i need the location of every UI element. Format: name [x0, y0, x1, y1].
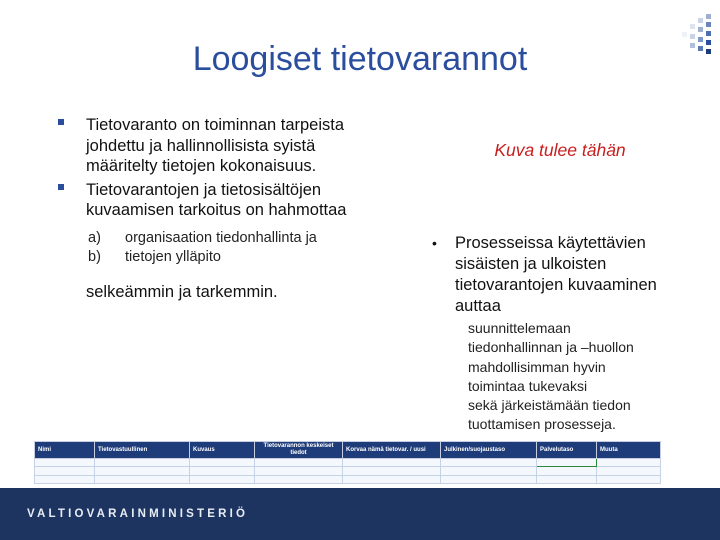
table-cell[interactable]: [343, 459, 441, 467]
table-cell[interactable]: [35, 475, 95, 483]
image-placeholder: Kuva tulee tähän: [494, 140, 626, 160]
table-cell[interactable]: [597, 475, 661, 483]
table-cell[interactable]: [537, 475, 597, 483]
sub-line: tuottamisen prosesseja.: [468, 416, 616, 433]
selected-cell[interactable]: [537, 459, 597, 467]
bullet-text: Prosesseissa käytettävien sisäisten ja ulkoisten tietovarantojen kuvaaminen auttaa: [455, 234, 657, 315]
table-cell[interactable]: [190, 475, 255, 483]
table-cell[interactable]: [343, 475, 441, 483]
sub-item-text: organisaation tiedonhallinta ja: [125, 229, 317, 246]
sub-item: [88, 248, 388, 268]
right-sub-text: [468, 319, 680, 435]
sub-item: [88, 229, 388, 249]
table-cell[interactable]: [441, 459, 537, 467]
bullet-item: [430, 233, 680, 317]
table-cell[interactable]: [35, 459, 95, 467]
table-cell[interactable]: [255, 467, 343, 475]
table-cell[interactable]: [190, 467, 255, 475]
square-bullet-icon: [58, 119, 64, 125]
column-header[interactable]: Julkinen/suojaustaso: [441, 442, 537, 459]
table-row: [35, 467, 661, 475]
bullet-text: Tietovaranto on toiminnan tarpeista johdettu ja hallinnollisista syistä määritelty tietojen kokonaisuus.: [86, 116, 345, 175]
column-header[interactable]: Tietovarannon keskeiset tiedot: [255, 442, 343, 459]
footer-bar: [0, 488, 720, 540]
table-cell[interactable]: [537, 467, 597, 475]
table-cell[interactable]: [441, 475, 537, 483]
right-bullet-list: [430, 233, 680, 435]
table-row: [35, 459, 661, 467]
column-header[interactable]: Muuta: [597, 442, 661, 459]
left-bullet-list: [58, 115, 388, 302]
table-cell[interactable]: [190, 459, 255, 467]
column-header[interactable]: Korvaa nämä tietovar. / uusi: [343, 442, 441, 459]
sub-list: [88, 229, 388, 268]
sub-line: tiedonhallinnan ja –huollon: [468, 339, 634, 356]
sub-line: toimintaa tukevaksi: [468, 377, 588, 394]
sub-item-text: tietojen ylläpito: [125, 249, 221, 265]
bullet-text: Tietovarantojen ja tietosisältöjen kuvaamisen tarkoitus on hahmottaa: [86, 180, 347, 219]
table-cell[interactable]: [255, 459, 343, 467]
data-table: [34, 441, 661, 484]
sub-item-label: a): [88, 229, 101, 246]
table-cell[interactable]: [95, 459, 190, 467]
slide-title: Loogiset tietovarannot: [192, 40, 528, 78]
table-cell[interactable]: [597, 459, 661, 467]
organization-name: VALTIOVARAINMINISTERIÖ: [27, 508, 249, 520]
column-header[interactable]: Kuvaus: [190, 442, 255, 459]
column-header[interactable]: Tietovastuullinen: [95, 442, 190, 459]
round-bullet-icon: •: [432, 235, 437, 251]
table-cell[interactable]: [343, 467, 441, 475]
bullet-item: [58, 180, 388, 221]
spreadsheet-snippet: [34, 441, 660, 484]
bullet-item: [58, 115, 388, 177]
table-cell[interactable]: [597, 467, 661, 475]
table-cell[interactable]: [255, 475, 343, 483]
trailing-text: selkeämmin ja tarkemmin.: [86, 282, 278, 301]
table-cell[interactable]: [95, 475, 190, 483]
sub-line: mahdollisimman hyvin: [468, 358, 606, 375]
table-row: [35, 475, 661, 483]
square-bullet-icon: [58, 184, 64, 190]
table-header-row: [35, 442, 661, 459]
sub-line: sekä järkeistämään tiedon: [468, 397, 631, 414]
sub-line: suunnittelemaan: [468, 320, 571, 336]
sub-item-label: b): [88, 249, 101, 265]
table-cell[interactable]: [35, 467, 95, 475]
table-cell[interactable]: [441, 467, 537, 475]
table-cell[interactable]: [95, 467, 190, 475]
column-header[interactable]: Palvelutaso: [537, 442, 597, 459]
column-header[interactable]: Nimi: [35, 442, 95, 459]
